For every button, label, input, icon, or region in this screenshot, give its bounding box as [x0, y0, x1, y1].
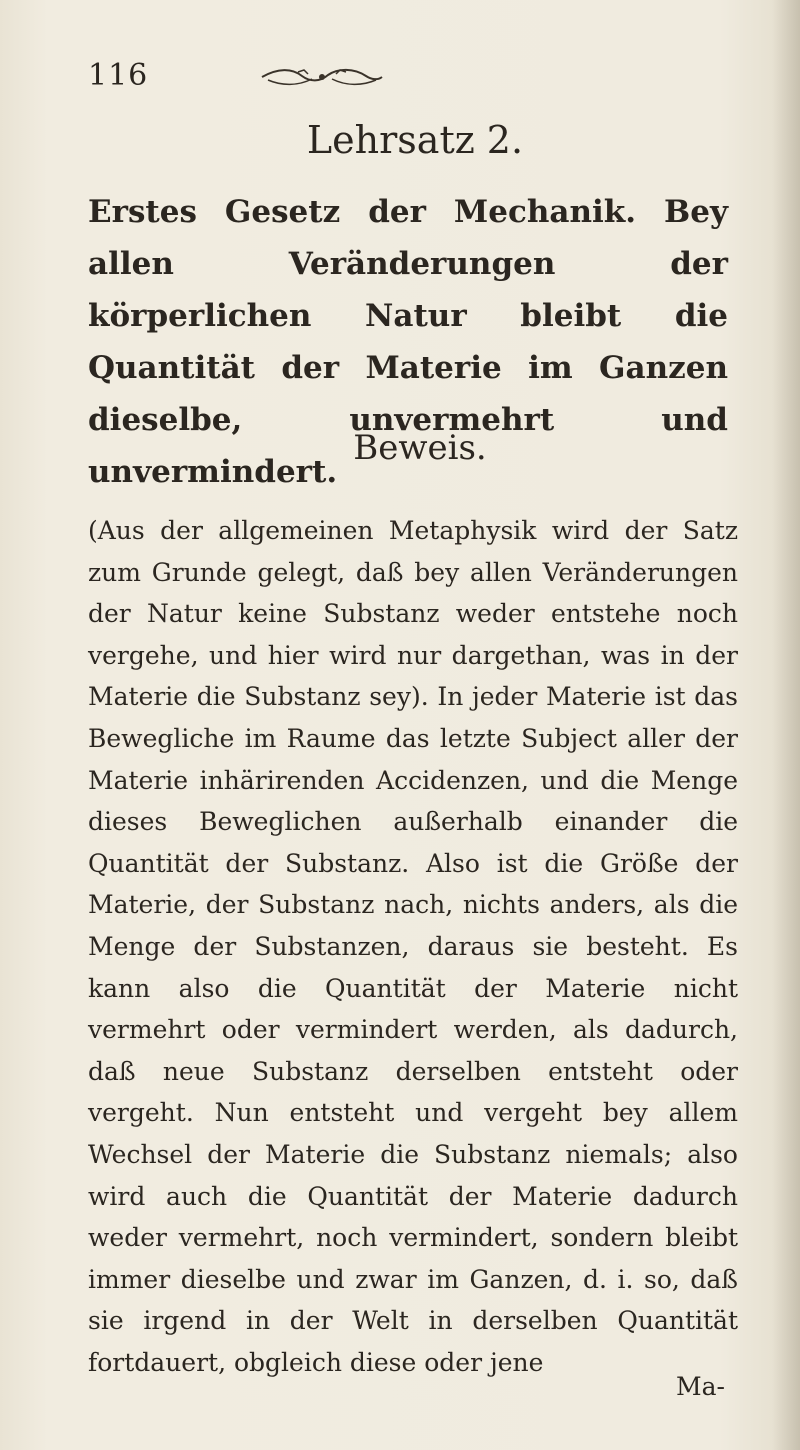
page-edge-shadow [772, 0, 800, 1450]
section-title: Lehrsatz 2. [306, 118, 524, 162]
catchword: Ma- [676, 1372, 725, 1401]
thesis-statement: Erstes Gesetz der Mechanik. Bey allen Veränderungen der körperlichen Natur bleibt die Quantität der Materie im Ganzen dieselbe, unvermehrt und unvermindert. [88, 194, 728, 490]
printer-ornament-icon [258, 66, 386, 88]
page-number: 116 [88, 58, 149, 93]
proof-body-text: (Aus der allgemeinen Metaphysik wird der Satz zum Grunde gelegt, daß bey allen Veränderungen der Natur keine Substanz weder entstehe noch vergehe, und hier wird nur dargethan, was in der Materie die Substanz sey). In jeder Materie ist das Bewegliche im Raume das letzte Subject aller der Materie inhärirenden Accidenzen, und die Menge dieses Beweglichen außerhalb einander die Quantität der Substanz. Also ist die Größe der Materie, der Substanz nach, nichts anders, als die Menge der Substanzen, daraus sie besteht. Es kann also die Quantität der Materie nicht vermehrt oder vermindert werden, als dadurch, daß neue Substanz derselben entsteht oder vergeht. Nun entsteht und vergeht bey allem Wechsel der Materie die Substanz niemals; also wird auch die Quantität der Materie dadurch weder vermehrt, noch vermindert, sondern bleibt immer dieselbe und zwar im Ganzen, d. i. so, daß sie irgend in der Welt in derselben Quantität fortdauert, obgleich diese oder jene [88, 516, 738, 1377]
proof-heading: Beweis. [353, 428, 487, 468]
